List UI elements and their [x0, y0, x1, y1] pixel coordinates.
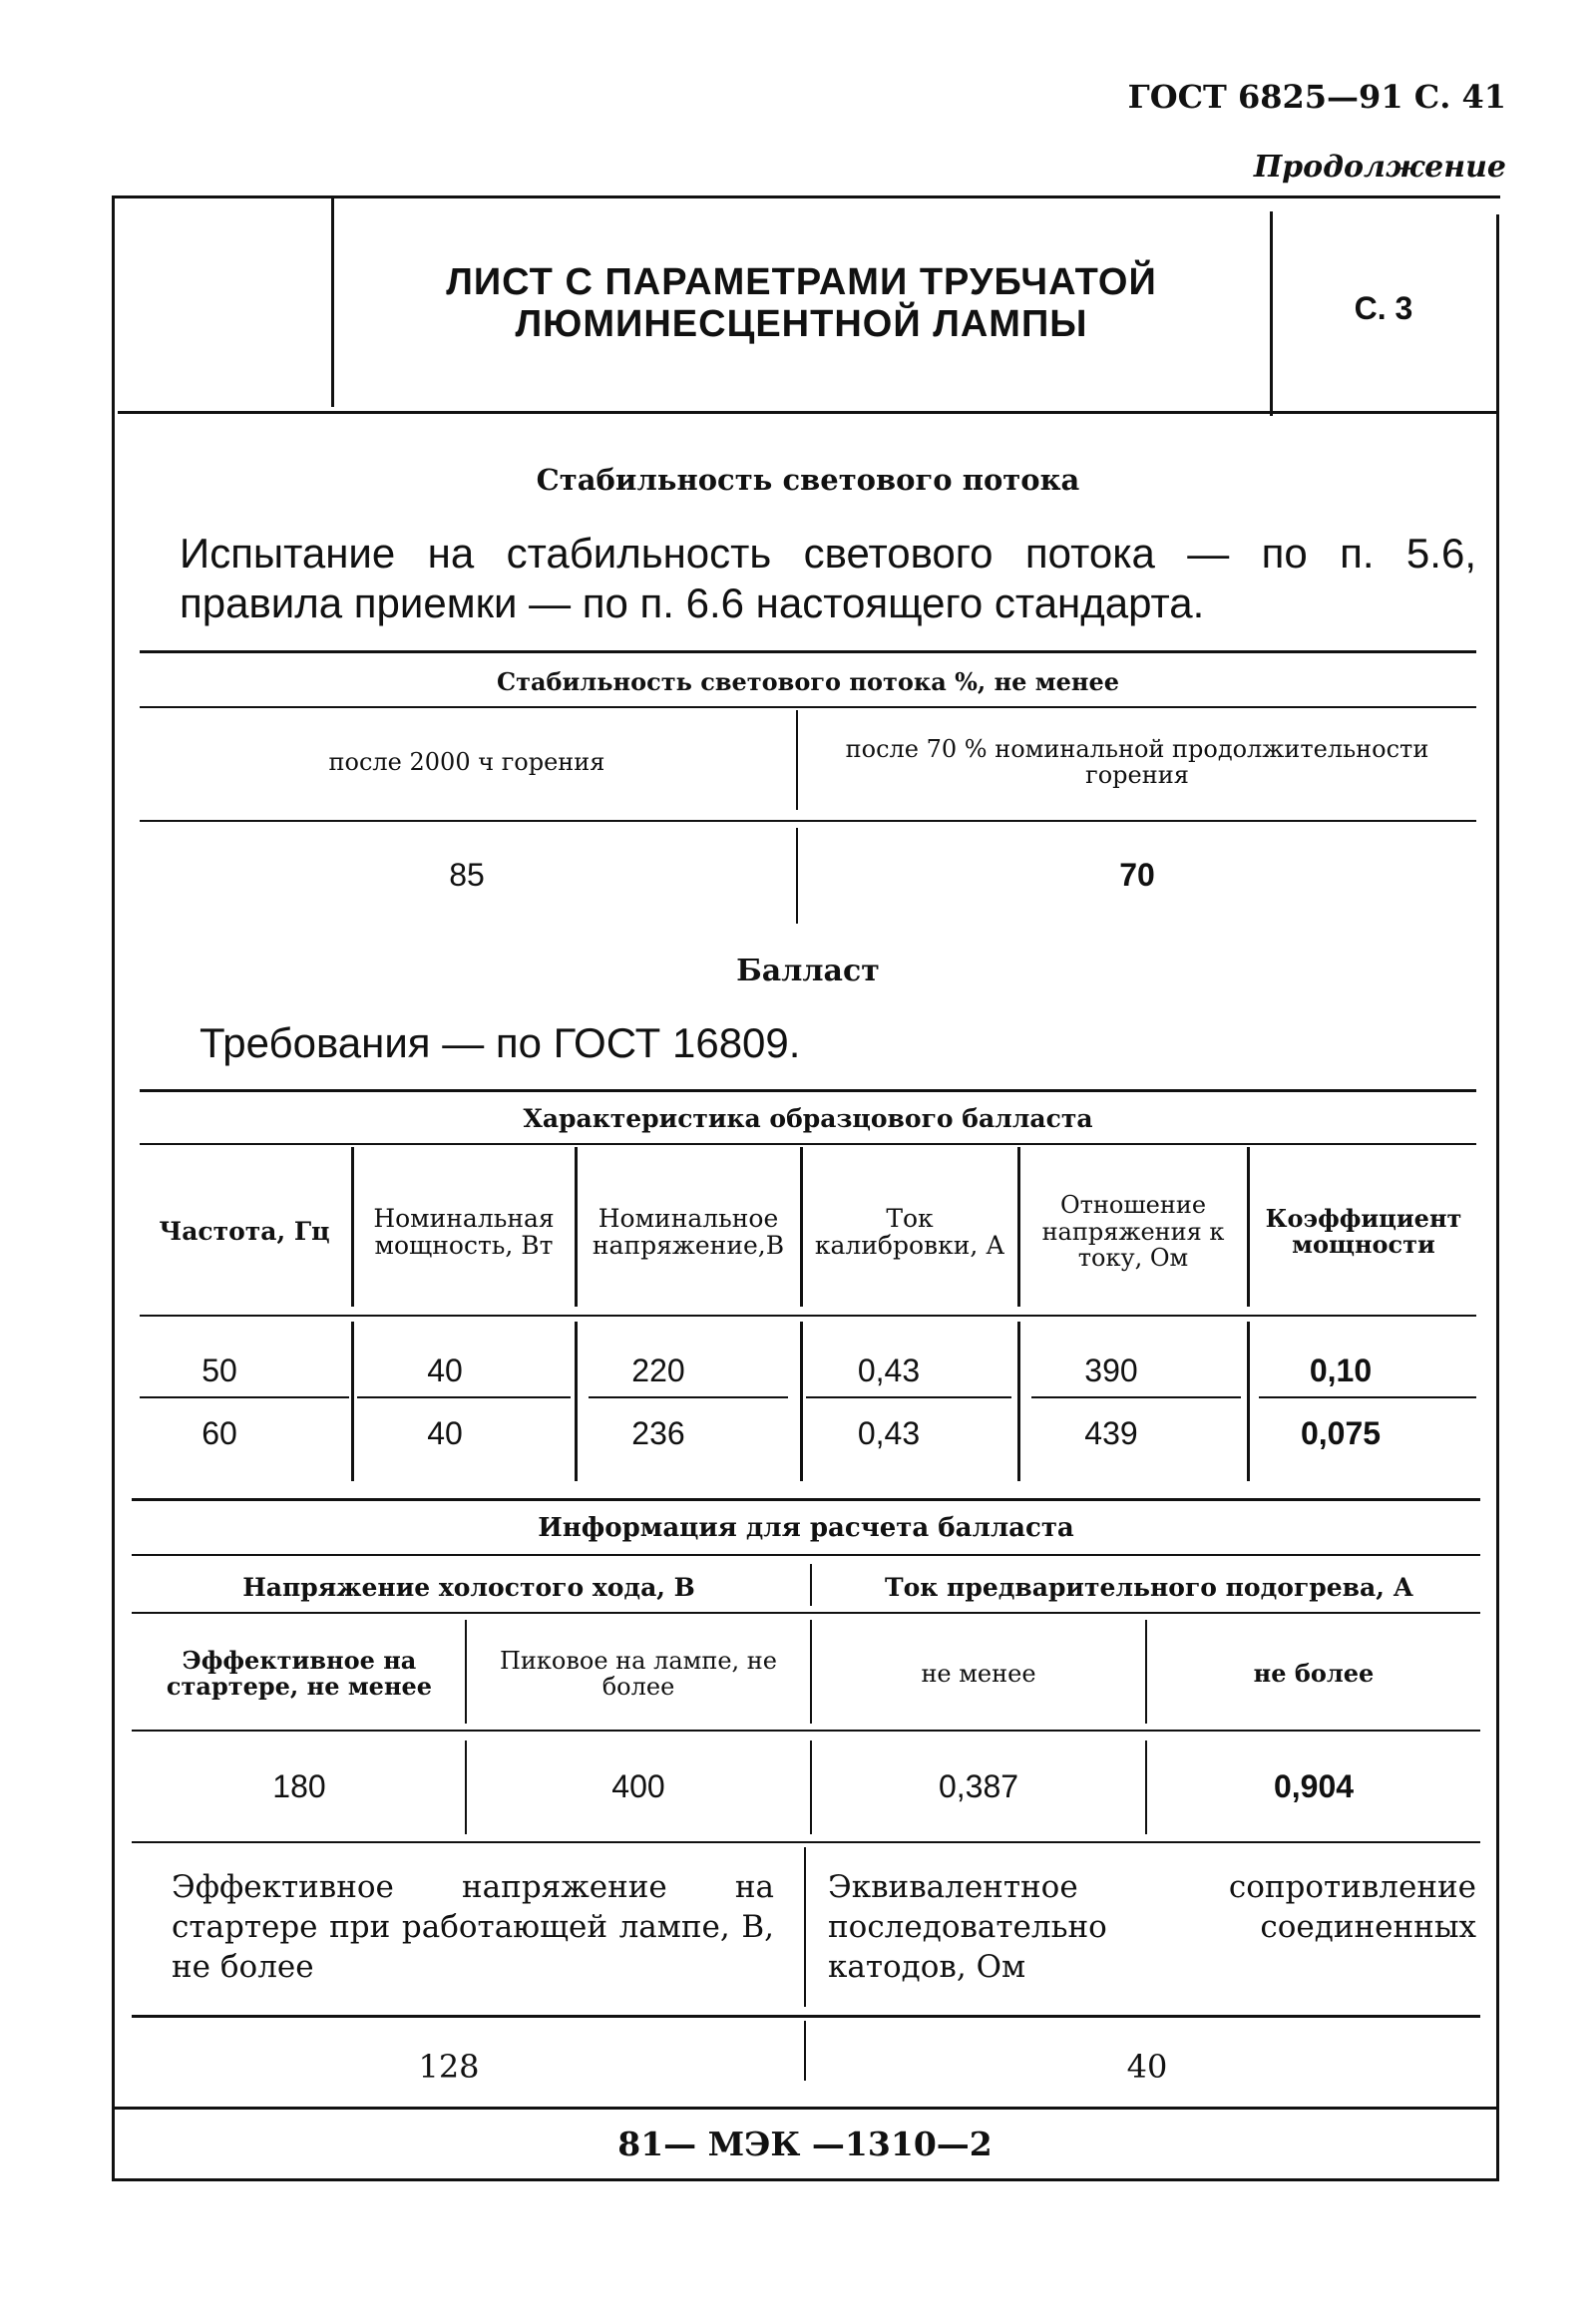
- open-circuit-voltage-header: Напряжение холостого хода, В: [242, 1573, 695, 1603]
- sub-header-preheat-min: не менее: [921, 1659, 1036, 1688]
- sheet-title-line2: ЛЮМИНЕСЦЕНТНОЙ ЛАМПЫ: [515, 303, 1088, 345]
- ref-row2-power-factor: 0,075: [1300, 1415, 1382, 1452]
- ref-header-voltage-current-ratio: Отношение напряжения к току, Ом: [1041, 1191, 1225, 1273]
- sub-header-effective-starter: Эффективное на стартере, не менее: [166, 1645, 433, 1701]
- stability-col1-value: 85: [449, 857, 485, 894]
- ref-row2-calibration-current: 0,43: [857, 1415, 921, 1452]
- starter-voltage-value: 128: [418, 2048, 480, 2087]
- ref-row1-power: 40: [427, 1353, 463, 1389]
- continuation-label: Продолжение: [1253, 150, 1506, 185]
- stability-col2-header: после 70 % номинальной продолжительности горения: [845, 734, 1429, 789]
- ref-row2-ratio: 439: [1084, 1415, 1138, 1452]
- value-peak-lamp: 400: [611, 1768, 665, 1805]
- stability-heading: Стабильность светового потока: [536, 463, 1080, 497]
- ref-row2-voltage: 236: [631, 1415, 685, 1452]
- sheet-page-number: С. 3: [1354, 290, 1413, 327]
- ref-header-frequency: Частота, Гц: [159, 1217, 330, 1247]
- ref-row1-calibration-current: 0,43: [857, 1353, 921, 1389]
- ref-row1-ratio: 390: [1084, 1353, 1138, 1389]
- ref-header-power: Номинальная мощность, Вт: [373, 1203, 555, 1260]
- ref-row1-voltage: 220: [631, 1353, 685, 1389]
- value-preheat-max: 0,904: [1273, 1768, 1355, 1805]
- ref-row2-frequency: 60: [201, 1415, 237, 1452]
- stability-col1-header: после 2000 ч горения: [328, 747, 605, 776]
- value-effective-starter: 180: [272, 1768, 326, 1805]
- stability-col2-value: 70: [1119, 857, 1155, 894]
- footer-code: 81— МЭК —1310—2: [617, 2124, 993, 2163]
- cathode-resistance-label: Эквивалентное сопротивление последовательно соединенных катодов, Ом: [828, 1869, 1476, 1985]
- calc-table-title: Информация для расчета балласта: [538, 1512, 1074, 1543]
- ref-header-voltage: Номинальное напряжение,В: [592, 1203, 785, 1260]
- starter-voltage-label: Эффективное напряжение на стартере при работающей лампе, В, не более: [172, 1869, 774, 1985]
- ballast-heading: Балласт: [736, 954, 880, 988]
- reference-table-title: Характеристика образцового балласта: [523, 1104, 1093, 1134]
- sheet-title: [335, 249, 1268, 359]
- document-reference: ГОСТ 6825—91 С. 41: [1127, 78, 1506, 116]
- stability-paragraph: Испытание на стабильность светового потока — по п. 5.6, правила приемки — по п. 6.6 настоящего стандарта.: [180, 530, 1476, 626]
- ref-row1-frequency: 50: [201, 1353, 237, 1389]
- ref-row1-power-factor: 0,10: [1309, 1353, 1373, 1389]
- ballast-requirement: Требования — по ГОСТ 16809.: [200, 1019, 801, 1066]
- cathode-resistance-value: 40: [1126, 2048, 1168, 2087]
- sheet-title-line1: ЛИСТ С ПАРАМЕТРАМИ ТРУБЧАТОЙ: [446, 261, 1157, 304]
- ref-header-power-factor: Коэффициент мощности: [1265, 1203, 1462, 1259]
- preheat-current-header: Ток предварительного подогрева, А: [885, 1573, 1413, 1603]
- ref-header-calibration-current: Ток калибровки, А: [814, 1203, 1005, 1260]
- ref-row2-power: 40: [427, 1415, 463, 1452]
- sub-header-peak-lamp: Пиковое на лампе, не более: [500, 1646, 777, 1701]
- stability-table-title: Стабильность светового потока %, не менее: [496, 666, 1120, 696]
- sub-header-preheat-max: не более: [1253, 1658, 1375, 1688]
- value-preheat-min: 0,387: [938, 1768, 1019, 1805]
